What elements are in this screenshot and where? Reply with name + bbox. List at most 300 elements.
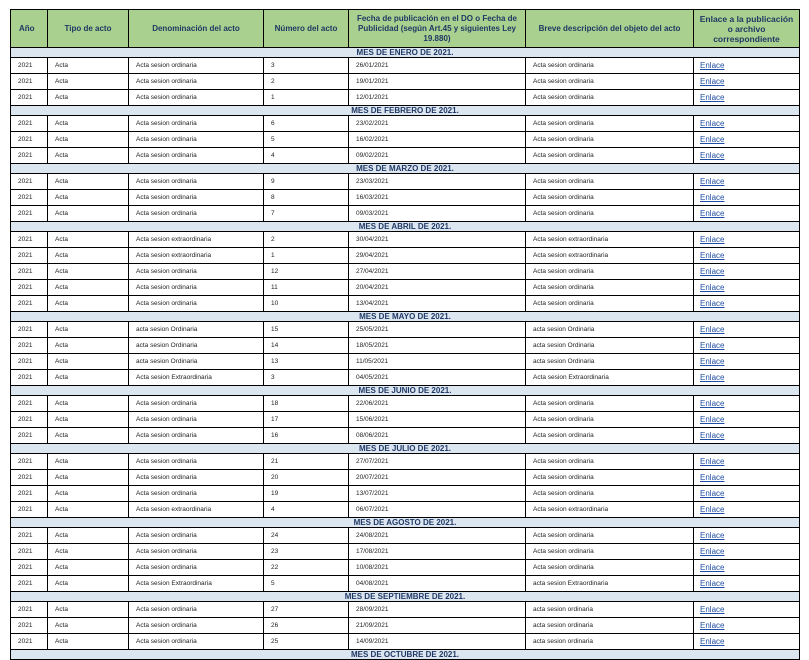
cell-fecha: 12/01/2021 [349, 90, 526, 106]
cell-numero: 19 [264, 486, 349, 502]
cell-numero: 15 [264, 322, 349, 338]
cell-enlace [694, 502, 800, 518]
cell-fecha: 16/03/2021 [349, 190, 526, 206]
cell-descripcion: Acta sesion ordinaria [526, 428, 694, 444]
cell-enlace [694, 232, 800, 248]
cell-fecha: 21/09/2021 [349, 618, 526, 634]
cell-numero: 4 [264, 502, 349, 518]
cell-numero: 2 [264, 232, 349, 248]
cell-tipo-acto: Acta [48, 338, 129, 354]
cell-tipo-acto: Acta [48, 428, 129, 444]
cell-numero: 1 [264, 90, 349, 106]
cell-fecha: 09/02/2021 [349, 148, 526, 164]
month-label: MES DE JULIO DE 2021. [11, 444, 800, 454]
month-label: MES DE OCTUBRE DE 2021. [11, 650, 800, 660]
header-tipo-acto: Tipo de acto [48, 10, 129, 48]
cell-descripcion: acta sesion ordinaria [526, 602, 694, 618]
cell-fecha: 04/08/2021 [349, 576, 526, 592]
cell-denominacion: Acta sesion ordinaria [129, 470, 264, 486]
enlace-link[interactable]: Enlace [700, 357, 725, 366]
cell-numero: 8 [264, 190, 349, 206]
enlace-link[interactable]: Enlace [700, 637, 725, 646]
cell-tipo-acto: Acta [48, 264, 129, 280]
cell-fecha: 09/03/2021 [349, 206, 526, 222]
cell-numero: 26 [264, 618, 349, 634]
table-row [11, 232, 800, 248]
cell-enlace [694, 528, 800, 544]
table-row [11, 148, 800, 164]
enlace-link[interactable]: Enlace [700, 235, 725, 244]
cell-tipo-acto: Acta [48, 296, 129, 312]
enlace-link[interactable]: Enlace [700, 621, 725, 630]
enlace-link[interactable]: Enlace [700, 267, 725, 276]
cell-enlace [694, 174, 800, 190]
cell-tipo-acto: Acta [48, 528, 129, 544]
cell-numero: 17 [264, 412, 349, 428]
cell-numero: 3 [264, 370, 349, 386]
cell-tipo-acto: Acta [48, 174, 129, 190]
cell-tipo-acto: Acta [48, 470, 129, 486]
cell-fecha: 08/06/2021 [349, 428, 526, 444]
cell-descripcion: Acta sesion extraordinaria [526, 248, 694, 264]
enlace-link[interactable]: Enlace [700, 61, 725, 70]
cell-denominacion: Acta sesion ordinaria [129, 90, 264, 106]
cell-descripcion: Acta sesion ordinaria [526, 190, 694, 206]
cell-tipo-acto: Acta [48, 412, 129, 428]
cell-fecha: 17/08/2021 [349, 544, 526, 560]
cell-anio: 2021 [11, 174, 48, 190]
cell-descripcion: Acta sesion ordinaria [526, 90, 694, 106]
cell-enlace [694, 116, 800, 132]
cell-denominacion: Acta sesion Extraordinaria [129, 370, 264, 386]
cell-tipo-acto: Acta [48, 248, 129, 264]
cell-descripcion: Acta sesion ordinaria [526, 116, 694, 132]
cell-fecha: 23/03/2021 [349, 174, 526, 190]
cell-numero: 21 [264, 454, 349, 470]
table-row [11, 190, 800, 206]
cell-anio: 2021 [11, 602, 48, 618]
cell-denominacion: Acta sesion ordinaria [129, 412, 264, 428]
cell-descripcion: Acta sesion ordinaria [526, 280, 694, 296]
cell-anio: 2021 [11, 116, 48, 132]
cell-tipo-acto: Acta [48, 90, 129, 106]
month-group-row [11, 444, 800, 454]
cell-anio: 2021 [11, 280, 48, 296]
table-row [11, 470, 800, 486]
month-label: MES DE AGOSTO DE 2021. [11, 518, 800, 528]
table-row [11, 634, 800, 650]
cell-fecha: 22/06/2021 [349, 396, 526, 412]
table-row [11, 602, 800, 618]
cell-anio: 2021 [11, 370, 48, 386]
table-row [11, 264, 800, 280]
cell-anio: 2021 [11, 148, 48, 164]
cell-fecha: 26/01/2021 [349, 58, 526, 74]
cell-denominacion: Acta sesion extraordinaria [129, 248, 264, 264]
enlace-link[interactable]: Enlace [700, 473, 725, 482]
cell-enlace [694, 618, 800, 634]
cell-denominacion: Acta sesion ordinaria [129, 560, 264, 576]
cell-descripcion: Acta sesion extraordinaria [526, 232, 694, 248]
cell-descripcion: Acta sesion Extraordinaria [526, 370, 694, 386]
cell-numero: 5 [264, 576, 349, 592]
cell-descripcion: Acta sesion ordinaria [526, 174, 694, 190]
cell-tipo-acto: Acta [48, 148, 129, 164]
cell-anio: 2021 [11, 544, 48, 560]
cell-denominacion: Acta sesion ordinaria [129, 58, 264, 74]
cell-descripcion: Acta sesion ordinaria [526, 396, 694, 412]
cell-fecha: 16/02/2021 [349, 132, 526, 148]
cell-descripcion: Acta sesion ordinaria [526, 560, 694, 576]
cell-numero: 3 [264, 58, 349, 74]
enlace-link[interactable]: Enlace [700, 151, 725, 160]
cell-enlace [694, 602, 800, 618]
cell-fecha: 14/09/2021 [349, 634, 526, 650]
cell-tipo-acto: Acta [48, 206, 129, 222]
cell-enlace [694, 454, 800, 470]
cell-numero: 12 [264, 264, 349, 280]
enlace-link[interactable]: Enlace [700, 299, 725, 308]
cell-numero: 14 [264, 338, 349, 354]
cell-enlace [694, 396, 800, 412]
cell-enlace [694, 148, 800, 164]
cell-descripcion: Acta sesion ordinaria [526, 74, 694, 90]
cell-denominacion: Acta sesion ordinaria [129, 280, 264, 296]
cell-anio: 2021 [11, 528, 48, 544]
cell-fecha: 10/08/2021 [349, 560, 526, 576]
cell-enlace [694, 634, 800, 650]
cell-fecha: 29/04/2021 [349, 248, 526, 264]
table-row [11, 206, 800, 222]
cell-denominacion: Acta sesion ordinaria [129, 544, 264, 560]
enlace-link[interactable]: Enlace [700, 579, 725, 588]
cell-enlace [694, 544, 800, 560]
cell-anio: 2021 [11, 74, 48, 90]
cell-tipo-acto: Acta [48, 560, 129, 576]
cell-denominacion: Acta sesion ordinaria [129, 602, 264, 618]
cell-enlace [694, 280, 800, 296]
cell-enlace [694, 74, 800, 90]
enlace-link[interactable]: Enlace [700, 563, 725, 572]
cell-anio: 2021 [11, 428, 48, 444]
enlace-link[interactable]: Enlace [700, 489, 725, 498]
cell-fecha: 13/07/2021 [349, 486, 526, 502]
enlace-link[interactable]: Enlace [700, 177, 725, 186]
cell-tipo-acto: Acta [48, 58, 129, 74]
cell-denominacion: Acta sesion ordinaria [129, 528, 264, 544]
cell-descripcion: Acta sesion ordinaria [526, 528, 694, 544]
cell-denominacion: Acta sesion ordinaria [129, 634, 264, 650]
cell-anio: 2021 [11, 296, 48, 312]
enlace-link[interactable]: Enlace [700, 531, 725, 540]
cell-denominacion: Acta sesion ordinaria [129, 148, 264, 164]
cell-fecha: 15/06/2021 [349, 412, 526, 428]
cell-enlace [694, 322, 800, 338]
enlace-link[interactable]: Enlace [700, 283, 725, 292]
cell-descripcion: acta sesion ordinaria [526, 634, 694, 650]
cell-descripcion: Acta sesion ordinaria [526, 470, 694, 486]
table-row [11, 280, 800, 296]
actas-table-container [10, 9, 799, 660]
enlace-link[interactable]: Enlace [700, 77, 725, 86]
header-descripcion: Breve descripción del objeto del acto [526, 10, 694, 48]
table-row [11, 132, 800, 148]
cell-enlace [694, 58, 800, 74]
cell-anio: 2021 [11, 634, 48, 650]
header-denominacion: Denominación del acto [129, 10, 264, 48]
cell-enlace [694, 470, 800, 486]
cell-descripcion: Acta sesion ordinaria [526, 58, 694, 74]
cell-denominacion: Acta sesion ordinaria [129, 264, 264, 280]
cell-anio: 2021 [11, 232, 48, 248]
enlace-link[interactable]: Enlace [700, 505, 725, 514]
cell-enlace [694, 338, 800, 354]
cell-tipo-acto: Acta [48, 576, 129, 592]
cell-descripcion: Acta sesion ordinaria [526, 206, 694, 222]
table-row [11, 412, 800, 428]
cell-enlace [694, 248, 800, 264]
table-row [11, 618, 800, 634]
table-row [11, 454, 800, 470]
cell-anio: 2021 [11, 502, 48, 518]
enlace-link[interactable]: Enlace [700, 325, 725, 334]
cell-anio: 2021 [11, 560, 48, 576]
cell-enlace [694, 576, 800, 592]
cell-fecha: 18/05/2021 [349, 338, 526, 354]
table-row [11, 560, 800, 576]
cell-enlace [694, 428, 800, 444]
enlace-link[interactable]: Enlace [700, 341, 725, 350]
table-body [11, 48, 800, 660]
cell-tipo-acto: Acta [48, 486, 129, 502]
cell-tipo-acto: Acta [48, 634, 129, 650]
table-row [11, 544, 800, 560]
cell-anio: 2021 [11, 338, 48, 354]
month-group-row [11, 592, 800, 602]
table-row [11, 248, 800, 264]
month-label: MES DE FEBRERO DE 2021. [11, 106, 800, 116]
cell-anio: 2021 [11, 412, 48, 428]
cell-enlace [694, 370, 800, 386]
cell-tipo-acto: Acta [48, 190, 129, 206]
cell-enlace [694, 412, 800, 428]
cell-tipo-acto: Acta [48, 370, 129, 386]
cell-numero: 24 [264, 528, 349, 544]
table-row [11, 576, 800, 592]
cell-fecha: 23/02/2021 [349, 116, 526, 132]
enlace-link[interactable]: Enlace [700, 93, 725, 102]
cell-tipo-acto: Acta [48, 618, 129, 634]
cell-descripcion: acta sesion ordinaria [526, 618, 694, 634]
header-anio: Año [11, 10, 48, 48]
cell-tipo-acto: Acta [48, 232, 129, 248]
cell-numero: 7 [264, 206, 349, 222]
cell-fecha: 19/01/2021 [349, 74, 526, 90]
enlace-link[interactable]: Enlace [700, 431, 725, 440]
cell-fecha: 27/04/2021 [349, 264, 526, 280]
cell-descripcion: Acta sesion ordinaria [526, 544, 694, 560]
enlace-link[interactable]: Enlace [700, 251, 725, 260]
enlace-link[interactable]: Enlace [700, 135, 725, 144]
cell-descripcion: acta sesion Ordinaria [526, 338, 694, 354]
cell-fecha: 24/08/2021 [349, 528, 526, 544]
cell-denominacion: acta sesion Ordinaria [129, 338, 264, 354]
cell-numero: 9 [264, 174, 349, 190]
cell-numero: 5 [264, 132, 349, 148]
cell-tipo-acto: Acta [48, 354, 129, 370]
actas-table [10, 9, 800, 660]
cell-denominacion: Acta sesion extraordinaria [129, 502, 264, 518]
cell-denominacion: Acta sesion ordinaria [129, 454, 264, 470]
cell-anio: 2021 [11, 470, 48, 486]
enlace-link[interactable]: Enlace [700, 193, 725, 202]
cell-anio: 2021 [11, 396, 48, 412]
cell-numero: 1 [264, 248, 349, 264]
cell-tipo-acto: Acta [48, 502, 129, 518]
cell-fecha: 25/05/2021 [349, 322, 526, 338]
month-group-row [11, 48, 800, 58]
cell-numero: 20 [264, 470, 349, 486]
enlace-link[interactable]: Enlace [700, 605, 725, 614]
cell-tipo-acto: Acta [48, 322, 129, 338]
enlace-link[interactable]: Enlace [700, 457, 725, 466]
month-group-row [11, 650, 800, 660]
cell-descripcion: Acta sesion ordinaria [526, 148, 694, 164]
cell-denominacion: Acta sesion Extraordinaria [129, 576, 264, 592]
table-row [11, 370, 800, 386]
cell-enlace [694, 190, 800, 206]
enlace-link[interactable]: Enlace [700, 209, 725, 218]
cell-anio: 2021 [11, 322, 48, 338]
cell-numero: 22 [264, 560, 349, 576]
table-row [11, 428, 800, 444]
month-label: MES DE ABRIL DE 2021. [11, 222, 800, 232]
table-row [11, 486, 800, 502]
table-row [11, 174, 800, 190]
cell-descripcion: Acta sesion ordinaria [526, 412, 694, 428]
cell-enlace [694, 90, 800, 106]
enlace-link[interactable]: Enlace [700, 547, 725, 556]
cell-numero: 2 [264, 74, 349, 90]
cell-anio: 2021 [11, 618, 48, 634]
cell-tipo-acto: Acta [48, 116, 129, 132]
cell-denominacion: Acta sesion ordinaria [129, 296, 264, 312]
month-label: MES DE MARZO DE 2021. [11, 164, 800, 174]
cell-tipo-acto: Acta [48, 454, 129, 470]
table-row [11, 502, 800, 518]
table-row [11, 74, 800, 90]
cell-denominacion: acta sesion Ordinaria [129, 322, 264, 338]
cell-enlace [694, 354, 800, 370]
cell-enlace [694, 132, 800, 148]
cell-denominacion: Acta sesion ordinaria [129, 116, 264, 132]
cell-denominacion: Acta sesion ordinaria [129, 190, 264, 206]
cell-enlace [694, 264, 800, 280]
cell-tipo-acto: Acta [48, 280, 129, 296]
table-row [11, 296, 800, 312]
cell-descripcion: Acta sesion extraordinaria [526, 502, 694, 518]
month-label: MES DE SEPTIEMBRE DE 2021. [11, 592, 800, 602]
cell-tipo-acto: Acta [48, 602, 129, 618]
enlace-link[interactable]: Enlace [700, 373, 725, 382]
cell-descripcion: acta sesion Ordinaria [526, 354, 694, 370]
cell-numero: 25 [264, 634, 349, 650]
table-row [11, 528, 800, 544]
cell-descripcion: Acta sesion ordinaria [526, 454, 694, 470]
table-row [11, 58, 800, 74]
cell-enlace [694, 486, 800, 502]
cell-descripcion: Acta sesion ordinaria [526, 264, 694, 280]
cell-fecha: 13/04/2021 [349, 296, 526, 312]
table-row [11, 338, 800, 354]
cell-anio: 2021 [11, 454, 48, 470]
cell-descripcion: acta sesion Extraordinaria [526, 576, 694, 592]
month-group-row [11, 106, 800, 116]
cell-enlace [694, 206, 800, 222]
cell-anio: 2021 [11, 576, 48, 592]
cell-fecha: 11/05/2021 [349, 354, 526, 370]
cell-denominacion: Acta sesion ordinaria [129, 618, 264, 634]
cell-anio: 2021 [11, 264, 48, 280]
table-header-row [11, 10, 800, 48]
cell-enlace [694, 296, 800, 312]
cell-fecha: 06/07/2021 [349, 502, 526, 518]
cell-fecha: 20/04/2021 [349, 280, 526, 296]
cell-denominacion: Acta sesion ordinaria [129, 132, 264, 148]
cell-numero: 13 [264, 354, 349, 370]
cell-tipo-acto: Acta [48, 396, 129, 412]
month-label: MES DE ENERO DE 2021. [11, 48, 800, 58]
cell-numero: 18 [264, 396, 349, 412]
cell-tipo-acto: Acta [48, 74, 129, 90]
cell-denominacion: Acta sesion ordinaria [129, 396, 264, 412]
enlace-link[interactable]: Enlace [700, 119, 725, 128]
cell-fecha: 30/04/2021 [349, 232, 526, 248]
cell-anio: 2021 [11, 248, 48, 264]
cell-anio: 2021 [11, 354, 48, 370]
month-label: MES DE JUNIO DE 2021. [11, 386, 800, 396]
table-row [11, 354, 800, 370]
cell-fecha: 04/05/2021 [349, 370, 526, 386]
header-numero: Número del acto [264, 10, 349, 48]
cell-tipo-acto: Acta [48, 132, 129, 148]
cell-numero: 4 [264, 148, 349, 164]
cell-fecha: 27/07/2021 [349, 454, 526, 470]
header-enlace: Enlace a la publicación o archivo correspondiente [694, 10, 800, 48]
cell-numero: 10 [264, 296, 349, 312]
cell-descripcion: acta sesion Ordinaria [526, 322, 694, 338]
cell-anio: 2021 [11, 190, 48, 206]
enlace-link[interactable]: Enlace [700, 415, 725, 424]
cell-numero: 23 [264, 544, 349, 560]
month-group-row [11, 386, 800, 396]
cell-denominacion: Acta sesion ordinaria [129, 74, 264, 90]
month-label: MES DE MAYO DE 2021. [11, 312, 800, 322]
cell-numero: 27 [264, 602, 349, 618]
cell-denominacion: Acta sesion ordinaria [129, 428, 264, 444]
cell-descripcion: Acta sesion ordinaria [526, 486, 694, 502]
cell-anio: 2021 [11, 132, 48, 148]
enlace-link[interactable]: Enlace [700, 399, 725, 408]
cell-fecha: 20/07/2021 [349, 470, 526, 486]
cell-anio: 2021 [11, 206, 48, 222]
cell-anio: 2021 [11, 58, 48, 74]
cell-anio: 2021 [11, 486, 48, 502]
month-group-row [11, 222, 800, 232]
cell-anio: 2021 [11, 90, 48, 106]
cell-denominacion: Acta sesion ordinaria [129, 486, 264, 502]
cell-enlace [694, 560, 800, 576]
